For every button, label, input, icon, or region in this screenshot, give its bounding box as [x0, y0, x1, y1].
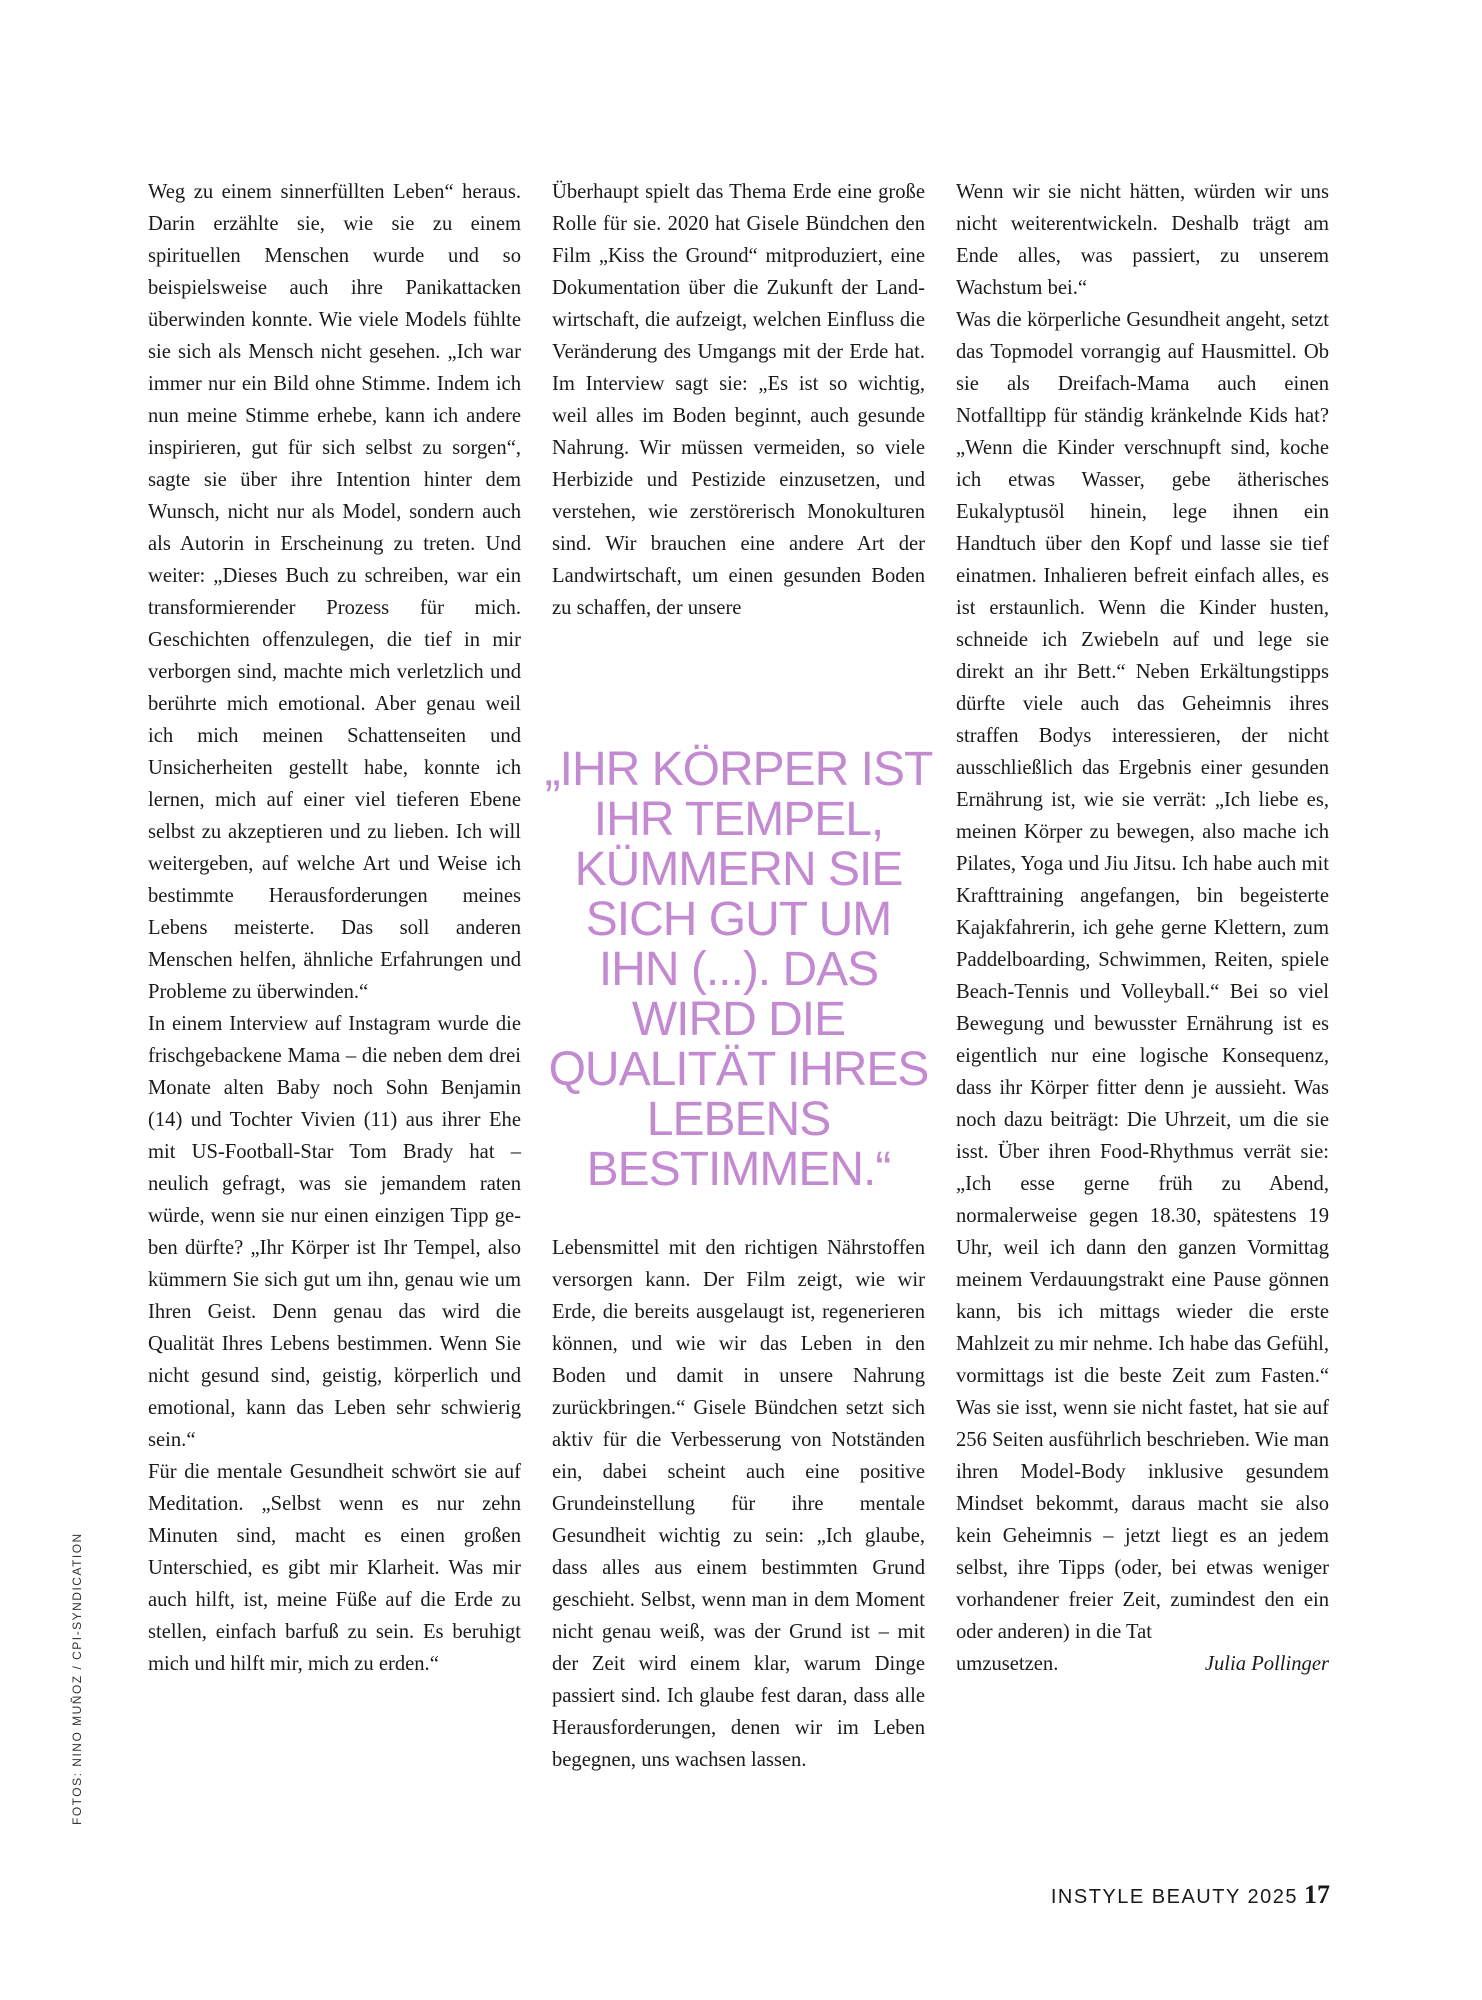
article-column-1: [148, 176, 521, 1680]
magazine-name: INSTYLE BEAUTY 2025: [1050, 1886, 1298, 1908]
closing-words: umzusetzen.: [956, 1653, 1059, 1675]
page-number: 17: [1304, 1880, 1330, 1909]
article-column-2-top: [552, 176, 925, 624]
paragraph: Lebensmittel mit den richtigen Nährstoffen versorgen kann. Der Film zeigt, wie wir Erde, die bereits ausgelaugt ist, regenerieren können, und wie wir das Leben in den Boden und damit in unsere Nahrung zurückbringen.“ Gisele Bündchen setzt sich aktiv für die Verbesserung von Notständen ein, dabei scheint auch eine positive Grundeinstellung für ihre mentale Gesundheit wichtig zu sein: „Ich glaube, dass alles aus einem bestimmten Grund geschieht. Selbst, wenn man in dem Moment nicht genau weiß, was der Grund ist – mit der Zeit wird einem klar, warum Dinge passiert sind. Ich glaube fest daran, dass alle Herausforderungen, denen wir im Leben begegnen, uns wachsen lassen.: [552, 1237, 925, 1771]
paragraph: Was die körperliche Gesundheit angeht, setzt das Topmodel vorrangig auf Hausmittel. Ob sie als Dreifach-Mama auch einen Notfalltipp für ständig kränkelnde Kids hat? „Wenn die Kinder verschnupft sind, koche ich etwas Wasser, gebe ätherisches Eukalyptusöl hinein, lege ihnen ein Handtuch über den Kopf und lasse sie tief einatmen. Inhalieren befreit einfach alles, es ist erstaunlich. Wenn die Kinder husten, schneide ich Zwiebeln auf und lege sie direkt an ihr Bett.“ Neben Erkältungstipps dürfte viele auch das Geheimnis ihres straffen Bodys interessieren, der nicht ausschließlich das Ergebnis einer gesunden Ernährung ist, wie sie verrät: „Ich liebe es, meinen Körper zu bewegen, also mache ich Pilates, Yoga und Jiu Jitsu. Ich habe auch mit Krafttraining angefangen, bin begeisterte Kajakfahrerin, ich gehe gerne Klettern, zum Paddelboarding, Schwimmen, Reiten, spiele Beach-Tennis und Volleyball.“ Bei so viel Bewegung und bewusster Ernährung ist es eigentlich nur eine logische Konsequenz, dass ihr Körper fitter denn je aussieht. Was noch dazu beiträgt: Die Uhrzeit, um die sie isst. Über ihren Food-Rhythmus verrät sie: „Ich esse gerne früh zu Abend, normalerweise gegen 18.30, spätestens 19 Uhr, weil ich dann den ganzen Vormittag meinem Verdauungstrakt eine Pause gönnen kann, bis ich mittags wieder die erste Mahlzeit zu mir nehme. Ich habe das Gefühl, vormittags ist die beste Zeit zum Fasten.“ Was sie isst, wenn sie nicht fastet, hat sie auf 256 Seiten ausführlich beschrieben. Wie man ihren Model-Body inklusive gesundem Mindset bekommt, daraus macht sie also kein Geheimnis – jetzt liegt es an jedem selbst, ihre Tipps (oder, bei etwas weniger vorhandener freier Zeit, zumindest den ein oder anderen) in die Tat: [956, 309, 1329, 1643]
page-footer: [1051, 1880, 1330, 1910]
paragraph: Weg zu einem sinnerfüllten Leben“ heraus. Darin erzählte sie, wie sie zu einem spirituellen Menschen wurde und so beispielsweise auch ihre Panikattacken überwinden konnte. Wie viele Models fühlte sie sich als Mensch nicht gesehen. „Ich war immer nur ein Bild ohne Stimme. Indem ich nun meine Stimme erhebe, kann ich andere inspirieren, gut für sich selbst zu sorgen“, sagte sie über ihre Intention hinter dem Wunsch, nicht nur als Model, sondern auch als Autorin in Erscheinung zu treten. Und weiter: „Dieses Buch zu schreiben, war ein transformierender Prozess für mich. Geschichten offenzulegen, die tief in mir verborgen sind, machte mich verletzlich und berührte mich emotional. Aber genau weil ich mich meinen Schattenseiten und Unsicherheiten gestellt habe, konnte ich lernen, mich auf einer viel tieferen Ebene selbst zu akzeptieren und zu lieben. Ich will weitergeben, auf welche Art und Weise ich bestimmte Herausforderungen meines Lebens meisterte. Das soll anderen Menschen helfen, ähnliche Erfahrungen und Probleme zu überwinden.“: [148, 181, 521, 1003]
paragraph: Für die mentale Gesundheit schwört sie auf Meditation. „Selbst wenn es nur zehn Minuten sind, macht es einen großen Unterschied, es gibt mir Klarheit. Was mir auch hilft, ist, meine Füße auf die Erde zu stellen, einfach barfuß zu sein. Es beruhigt mich und hilft mir, mich zu erden.“: [148, 1461, 521, 1675]
photo-credit: FOTOS: NINO MUÑOZ / CPI-SYNDICATION: [70, 1532, 84, 1825]
paragraph: In einem Interview auf Instagram wurde die frischgebackene Mama – die neben dem drei Monate alten Baby noch Sohn Benjamin (14) und Tochter Vivien (11) aus ihrer Ehe mit US-Football-Star Tom Brady hat – neulich gefragt, was sie jemandem raten würde, wenn sie nur einen einzigen Tipp geben dürfte? „Ihr Körper ist Ihr Tempel, also kümmern Sie sich gut um ihn, genau wie um Ihren Geist. Denn genau das wird die Qualität Ihres Lebens bestimmen. Wenn Sie nicht gesund sind, geistig, körperlich und emotional, kann das Leben sehr schwierig sein.“: [148, 1013, 521, 1451]
article-column-2-bottom: [552, 1232, 925, 1776]
pull-quote: „IHR KÖRPER IST IHR TEMPEL, KÜMMERN SIE SICH GUT UM IHN (...). DAS WIRD DIE QUALITÄT IHRES LEBENS BESTIMMEN.“: [544, 743, 933, 1196]
closing-line: [956, 1648, 1329, 1680]
article-column-3: [956, 176, 1329, 1680]
author-signature: Julia Pollinger: [1204, 1653, 1329, 1675]
paragraph: Wenn wir sie nicht hätten, würden wir uns nicht weiterentwickeln. Deshalb trägt am Ende alles, was passiert, zu unserem Wachstum bei.“: [956, 181, 1329, 299]
paragraph: Überhaupt spielt das Thema Erde eine große Rolle für sie. 2020 hat Gisele Bündchen den Film „Kiss the Ground“ mitproduziert, eine Dokumentation über die Zukunft der Landwirtschaft, die aufzeigt, welchen Einfluss die Veränderung des Umgangs mit der Erde hat. Im Interview sagt sie: „Es ist so wichtig, weil alles im Boden beginnt, auch gesunde Nahrung. Wir müssen vermeiden, so viele Herbizide und Pestizide einzusetzen, und verstehen, wie zerstörerisch Monokulturen sind. Wir brauchen eine andere Art der Landwirtschaft, um einen gesunden Boden zu schaffen, der unsere: [552, 181, 925, 619]
